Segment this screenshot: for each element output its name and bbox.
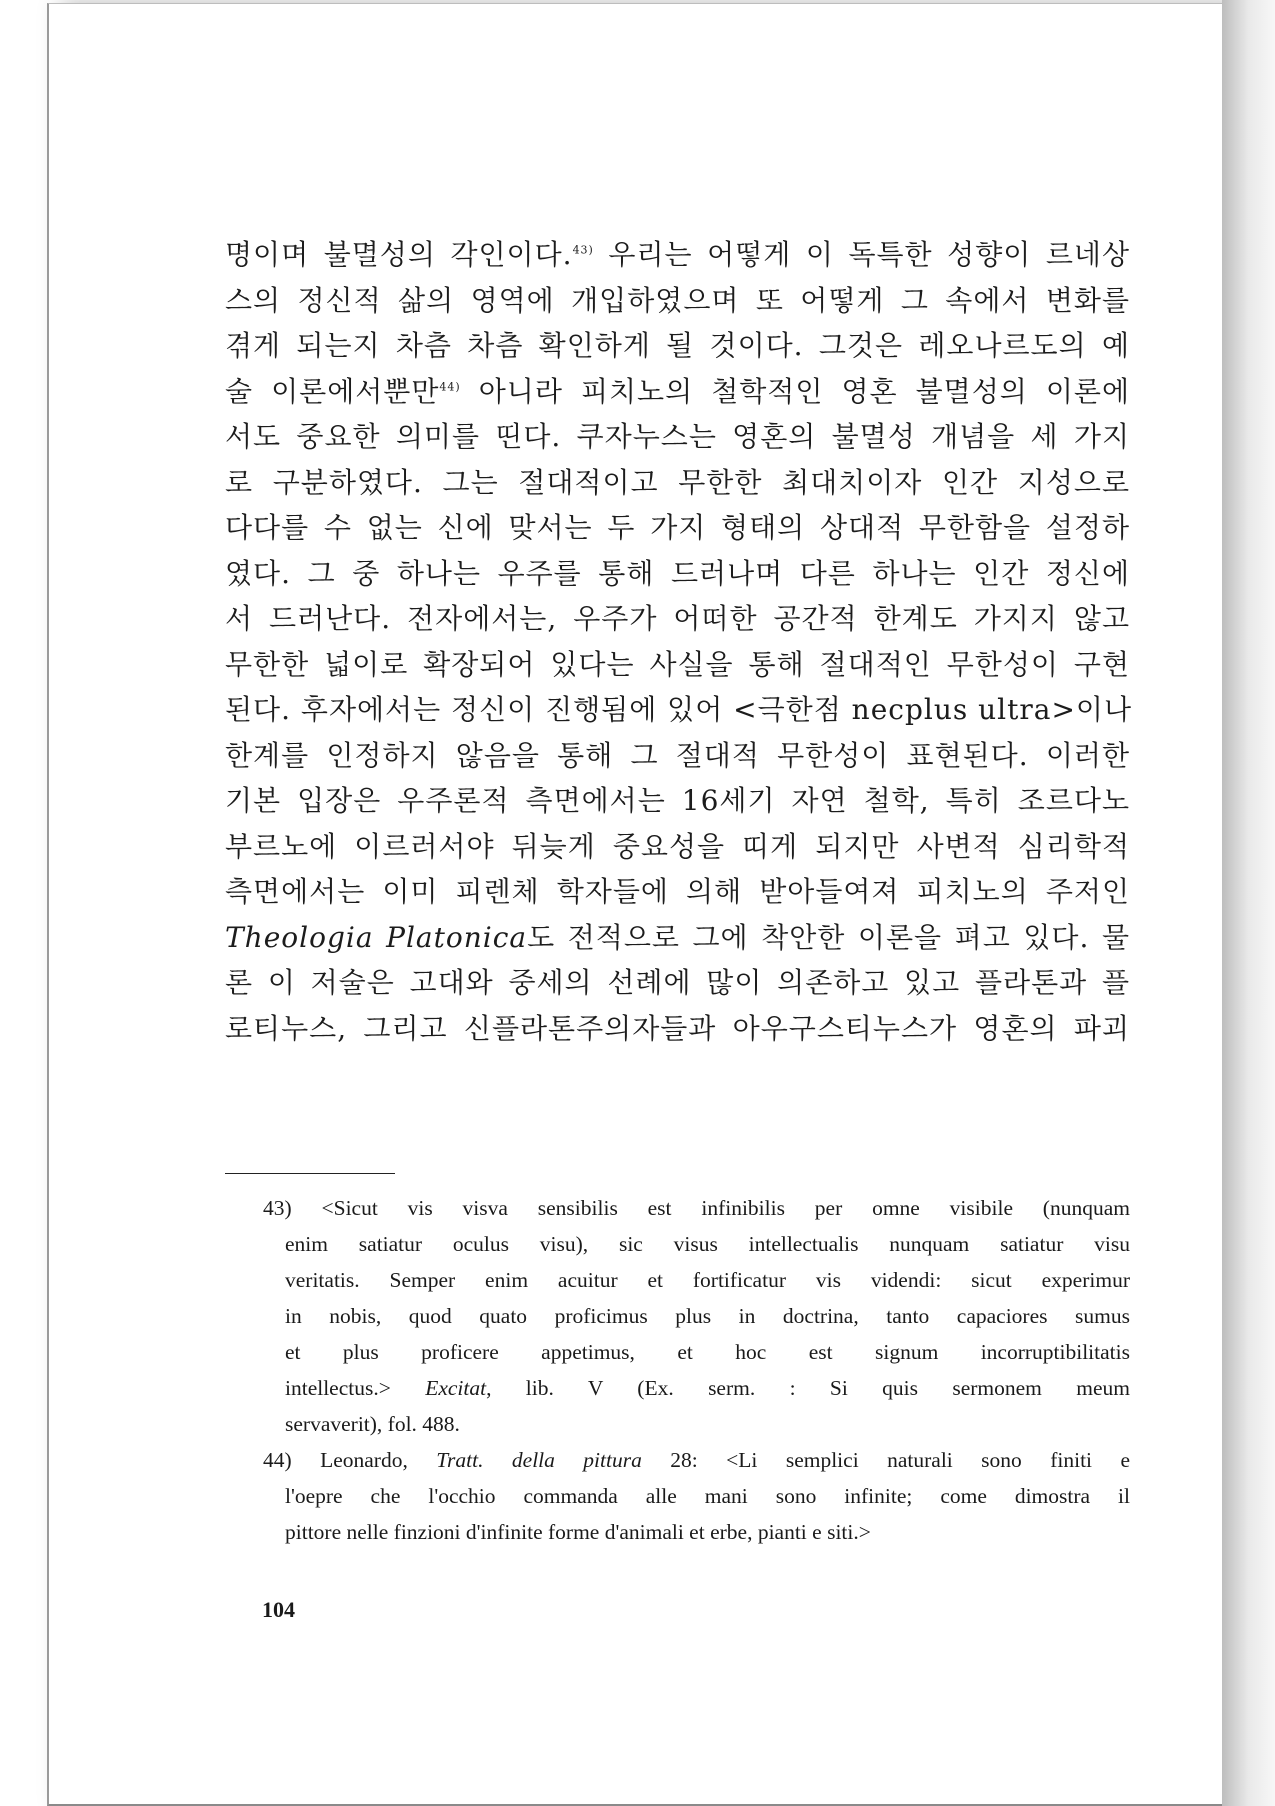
footnote-43-line: enim satiatur oculus visu), sic visus intellectualis nunquam satiatur visu (285, 1232, 1130, 1256)
body-line: 로 구분하였다. 그는 절대적이고 무한한 최대치이자 인간 지성으로 (225, 465, 1130, 499)
body-line: 된다. 후자에서는 정신이 진행됨에 있어 <극한점 necplus ultra>이나 (225, 693, 1133, 726)
footnote-43-line: 43) <Sicut vis visva sensibilis est infinibilis per omne visibile (nunquam (263, 1196, 1130, 1220)
body-line: 기본 입장은 우주론적 측면에서는 16세기 자연 철학, 특히 조르다노 (225, 784, 1130, 817)
body-line: 무한한 넓이로 확장되어 있다는 사실을 통해 절대적인 무한성이 구현 (225, 647, 1130, 681)
footnote-43-line: servaverit), fol. 488. (285, 1412, 460, 1436)
footnote-44-line: pittore nelle finzioni d'infinite forme d'animali et erbe, pianti e siti.> (285, 1520, 871, 1544)
footnote-43-line: intellectus.> Excitat, lib. V (Ex. serm. : Si quis sermonem meum (285, 1376, 1130, 1400)
body-line: 서 드러난다. 전자에서는, 우주가 어떠한 공간적 한계도 가지지 않고 (225, 602, 1130, 635)
body-line: 명이며 불멸성의 각인이다.$^{43)}$ 우리는 어떻게 이 독특한 성향이 르네상 (225, 238, 1130, 271)
footnote-ref-44: 44) (439, 380, 461, 394)
body-line: 한계를 인정하지 않음을 통해 그 절대적 무한성이 표현된다. 이러한 (225, 738, 1130, 772)
body-line: 로티누스, 그리고 신플라톤주의자들과 아우구스티누스가 영혼의 파괴 (225, 1011, 1130, 1045)
body-text (225, 232, 1133, 1051)
body-line: 론 이 저술은 고대와 중세의 선례에 많이 의존하고 있고 플라톤과 플 (225, 966, 1130, 999)
body-line: 겪게 되는지 차츰 차츰 확인하게 될 것이다. 그것은 레오나르도의 예 (225, 329, 1130, 362)
body-line: 서도 중요한 의미를 띤다. 쿠자누스는 영혼의 불멸성 개념을 세 가지 (225, 420, 1130, 453)
page-number: 104 (262, 1597, 295, 1622)
body-line: 부르노에 이르러서야 뒤늦게 중요성을 띠게 되지만 사변적 심리학적 (225, 829, 1130, 863)
footnotes (263, 1190, 1130, 1550)
body-line: 술 이론에서뿐만$^{44)}$ 아니라 피치노의 철학적인 영혼 불멸성의 이론에 (225, 374, 1130, 408)
body-line: 측면에서는 이미 피렌체 학자들에 의해 받아들여져 피치노의 주저인 (225, 875, 1130, 908)
body-line: 스의 정신적 삶의 영역에 개입하였으며 또 어떻게 그 속에서 변화를 (225, 283, 1130, 317)
footnote-ref-43: 43) (572, 243, 594, 257)
footnote-43-line: veritatis. Semper enim acuitur et fortificatur vis videndi: sicut experimur (285, 1268, 1130, 1292)
footnote-separator (225, 1173, 395, 1174)
footnote-44-line: 44) Leonardo, Tratt. della pittura 28: <Li semplici naturali sono finiti e (263, 1448, 1130, 1472)
body-line: Theologia Platonica도 전적으로 그에 착안한 이론을 펴고 있다. 물 (225, 920, 1130, 954)
body-line: 였다. 그 중 하나는 우주를 통해 드러나며 다른 하나는 인간 정신에 (225, 556, 1130, 590)
footnote-43-line: et plus proficere appetimus, et hoc est signum incorruptibilitatis (285, 1340, 1130, 1364)
footnote-43-line: in nobis, quod quato proficimus plus in doctrina, tanto capaciores sumus (285, 1304, 1130, 1328)
page-edge-shadow (1222, 0, 1275, 1806)
footnote-44-line: l'oepre che l'occhio commanda alle mani sono infinite; come dimostra il (285, 1484, 1130, 1508)
body-line: 다다를 수 없는 신에 맞서는 두 가지 형태의 상대적 무한함을 설정하 (225, 511, 1130, 544)
